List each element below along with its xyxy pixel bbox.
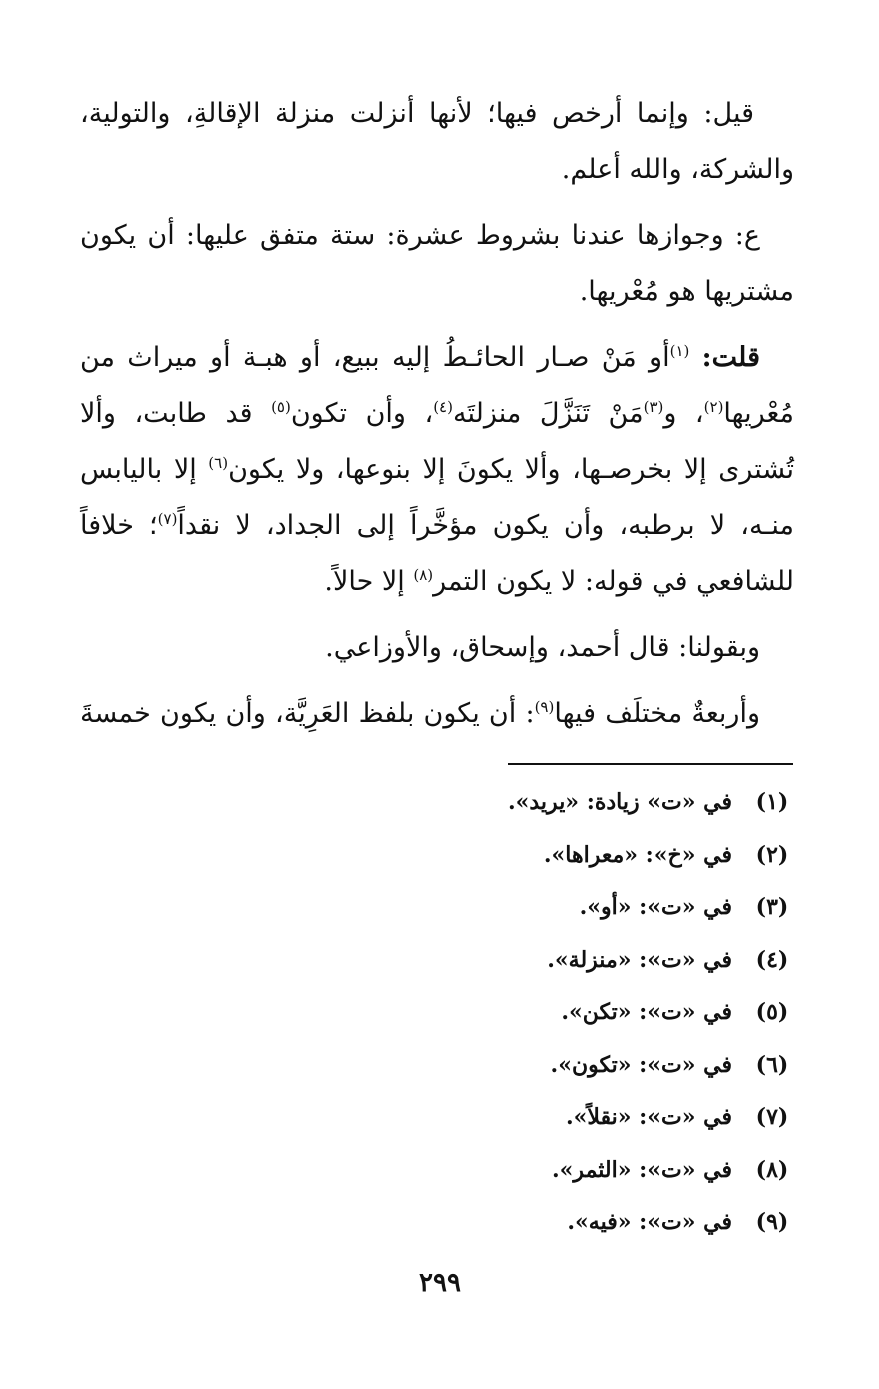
footnote-text: في «ت»: «منزلة». xyxy=(547,946,732,973)
footnote-text: في «ت»: «نقلاً». xyxy=(565,1104,732,1130)
footnote-1 xyxy=(300,780,798,833)
footnote-number: (٥) xyxy=(755,999,789,1025)
paragraph-4: وبقولنا: قال أحمد، وإسحاق، والأوزاعي. xyxy=(325,632,760,663)
footnote-ref-5: (٥) xyxy=(271,398,291,416)
footnote-text: في «ت»: «تكون». xyxy=(550,1051,732,1078)
footnote-2 xyxy=(300,833,798,886)
footnote-ref-2: (٢) xyxy=(703,398,724,416)
paragraph-lead: قلت: xyxy=(701,342,760,373)
footnote-number: (٩) xyxy=(755,1209,789,1235)
paragraph-5 xyxy=(80,686,794,742)
footnote-ref-8: (٨) xyxy=(413,566,434,584)
text-segment: إلا حالاً. xyxy=(324,566,414,597)
footnote-number: (١) xyxy=(755,789,789,815)
paragraph-1: قيل: وإنما أرخص فيها؛ لأنها أنزلت منزلة الإقالةِ، والتولية، والشركة، والله أعلم. xyxy=(80,98,794,185)
footnote-number: (٨) xyxy=(755,1156,789,1183)
text-segment: وأربعةٌ مختلَف فيها xyxy=(554,698,760,729)
footnote-ref-3: (٣) xyxy=(643,398,664,416)
footnote-text: في «ت»: «فيه». xyxy=(567,1209,732,1235)
text-segment: ، و xyxy=(663,398,704,429)
text-segment: ، وأن تكون xyxy=(290,398,434,429)
footnote-number: (٦) xyxy=(755,1051,789,1078)
footnote-5 xyxy=(300,990,798,1043)
footnote-text: في «ت»: «تكن». xyxy=(561,999,732,1025)
footnotes-list xyxy=(300,780,798,1253)
footnote-number: (٤) xyxy=(755,946,789,973)
footnote-ref-7: (٧) xyxy=(157,510,178,528)
footnote-number: (٧) xyxy=(755,1104,789,1130)
footnote-number: (٢) xyxy=(755,841,789,868)
footnote-ref-6: (٦) xyxy=(208,454,229,472)
footnote-3 xyxy=(300,885,798,938)
main-text xyxy=(80,86,794,752)
footnote-text: في «ت»: «أو». xyxy=(579,894,732,920)
footnote-6 xyxy=(300,1043,798,1096)
text-segment: قد طابت، وألا تُشترى إلا بخرصـها، وألا يكونَ إلا بنوعها، ولا يكون xyxy=(80,398,794,485)
footnote-separator xyxy=(508,763,793,765)
text-segment: أو مَنْ صـار الحائـطُ إليه ببيع، أو هبـة أو ميراث من مُعْريها xyxy=(80,342,794,429)
footnote-ref-9: (٩) xyxy=(534,698,555,716)
footnote-text: في «ت»: «الثمر». xyxy=(552,1156,732,1183)
footnote-number: (٣) xyxy=(755,894,789,920)
text-segment: ؛ خلافاً للشافعي في قوله: لا يكون التمر xyxy=(80,510,794,597)
footnote-7 xyxy=(300,1095,798,1148)
footnote-ref-1: (١) xyxy=(669,342,690,360)
footnote-text: في «خ»: «معراها». xyxy=(543,841,732,868)
paragraph-3 xyxy=(80,330,794,610)
footnote-text: في «ت» زيادة: «يريد». xyxy=(507,789,732,815)
paragraph-2: ع: وجوازها عندنا بشروط عشرة: ستة متفق عليها: أن يكون مشتريها هو مُعْريها. xyxy=(80,220,794,307)
footnote-4 xyxy=(300,938,798,991)
text-segment: : أن يكون بلفظ العَرِيَّة، وأن يكون خمسةَ xyxy=(80,698,535,729)
text-segment: إلا باليابس منـه، لا برطبه، وأن يكون مؤخَّراً إلى الجداد، لا نقداً xyxy=(80,454,794,541)
footnote-8 xyxy=(300,1148,798,1201)
footnote-ref-4: (٤) xyxy=(433,398,453,416)
page-number: ٢٩٩ xyxy=(419,1268,461,1298)
text-segment: مَنْ تَنَزَّلَ منزلتَه xyxy=(452,398,644,429)
footnote-9 xyxy=(300,1200,798,1253)
